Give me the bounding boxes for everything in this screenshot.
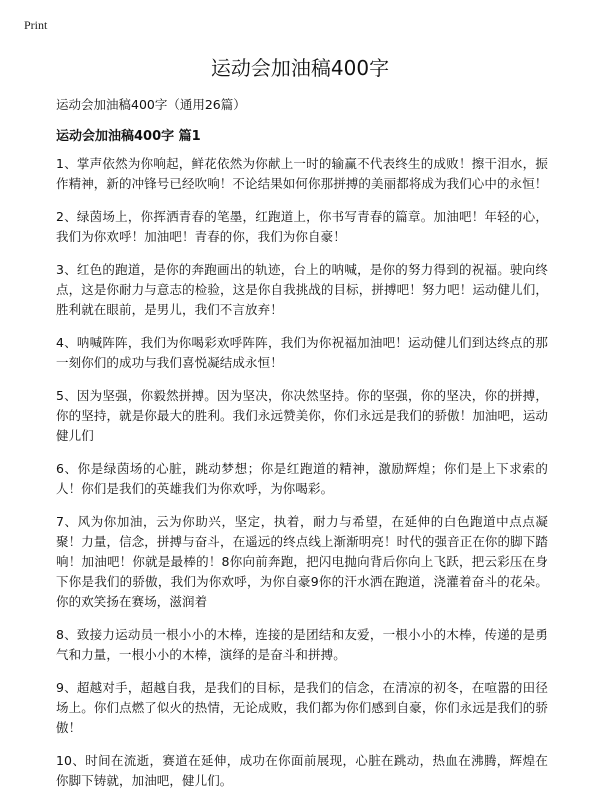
paragraph-2: 2、绿茵场上，你挥洒青春的笔墨，红跑道上，你书写青春的篇章。加油吧！年轻的心，我们为你欢呼！加油吧！青春的你，我们为你自豪！: [56, 209, 548, 244]
paragraph-4: 4、呐喊阵阵，我们为你喝彩欢呼阵阵，我们为你祝福加油吧！运动健儿们到达终点的那一刻你们的成功与我们喜悦凝结成永恒！: [56, 335, 548, 370]
paragraph-3: 3、红色的跑道，是你的奔跑画出的轨迹，台上的呐喊，是你的努力得到的祝福。驶向终点，这是你耐力与意志的检验，这是你自我挑战的目标，拼搏吧！努力吧！运动健儿们，胜利就在眼前，是男儿，我们不言放弃！: [56, 262, 548, 317]
document-subtitle: 运动会加油稿400字（通用26篇）: [56, 97, 246, 112]
section-heading: 运动会加油稿400字 篇1: [56, 129, 201, 144]
paragraph-1: 1、掌声依然为你响起，鲜花依然为你献上一时的输赢不代表终生的成败！擦干泪水，振作精神，新的冲锋号已经吹响！不论结果如何你那拼搏的美丽都将成为我们心中的永恒！: [56, 156, 548, 191]
paragraph-8: 8、致接力运动员一根小小的木棒，连接的是团结和友爱，一根小小的木棒，传递的是勇气和力量，一根小小的木棒，演绎的是奋斗和拼搏。: [56, 627, 548, 662]
paragraph-10: 10、时间在流逝，赛道在延伸，成功在你面前展现，心脏在跳动，热血在沸腾，辉煌在你脚下铸就，加油吧，健儿们。: [56, 753, 548, 788]
document-body: [56, 154, 548, 804]
print-label: Print: [24, 18, 48, 32]
paragraph-7: 7、风为你加油，云为你助兴，坚定，执着，耐力与希望，在延伸的白色跑道中点点凝聚！力量，信念，拼搏与奋斗，在遥远的终点线上渐渐明亮！时代的强音正在你的脚下踏响！加油吧！你就是最棒的！8你向前奔跑，把闪电抛向背后你向上飞跃，把云彩压在身下你是我们的骄傲，我们为你欢呼，为你自豪9你的汗水洒在跑道，浇灌着奋斗的花朵。你的欢笑扬在赛场，滋润着: [56, 514, 548, 609]
paragraph-9: 9、超越对手，超越自我，是我们的目标，是我们的信念，在清凉的初冬，在喧嚣的田径场上。你们点燃了似火的热情，无论成败，我们都为你们感到自豪，你们永远是我们的骄傲！: [56, 680, 548, 735]
paragraph-6: 6、你是绿茵场的心脏，跳动梦想；你是红跑道的精神，激励辉煌；你们是上下求索的人！你们是我们的英雄我们为你欢呼，为你喝彩。: [56, 461, 548, 496]
paragraph-5: 5、因为坚强，你毅然拼搏。因为坚决，你决然坚持。你的坚强，你的坚决，你的拼搏，你的坚持，就是你最大的胜利。我们永远赞美你，你们永远是我们的骄傲！加油吧，运动健儿们: [56, 388, 548, 443]
document-title: 运动会加油稿400字: [210, 56, 390, 80]
